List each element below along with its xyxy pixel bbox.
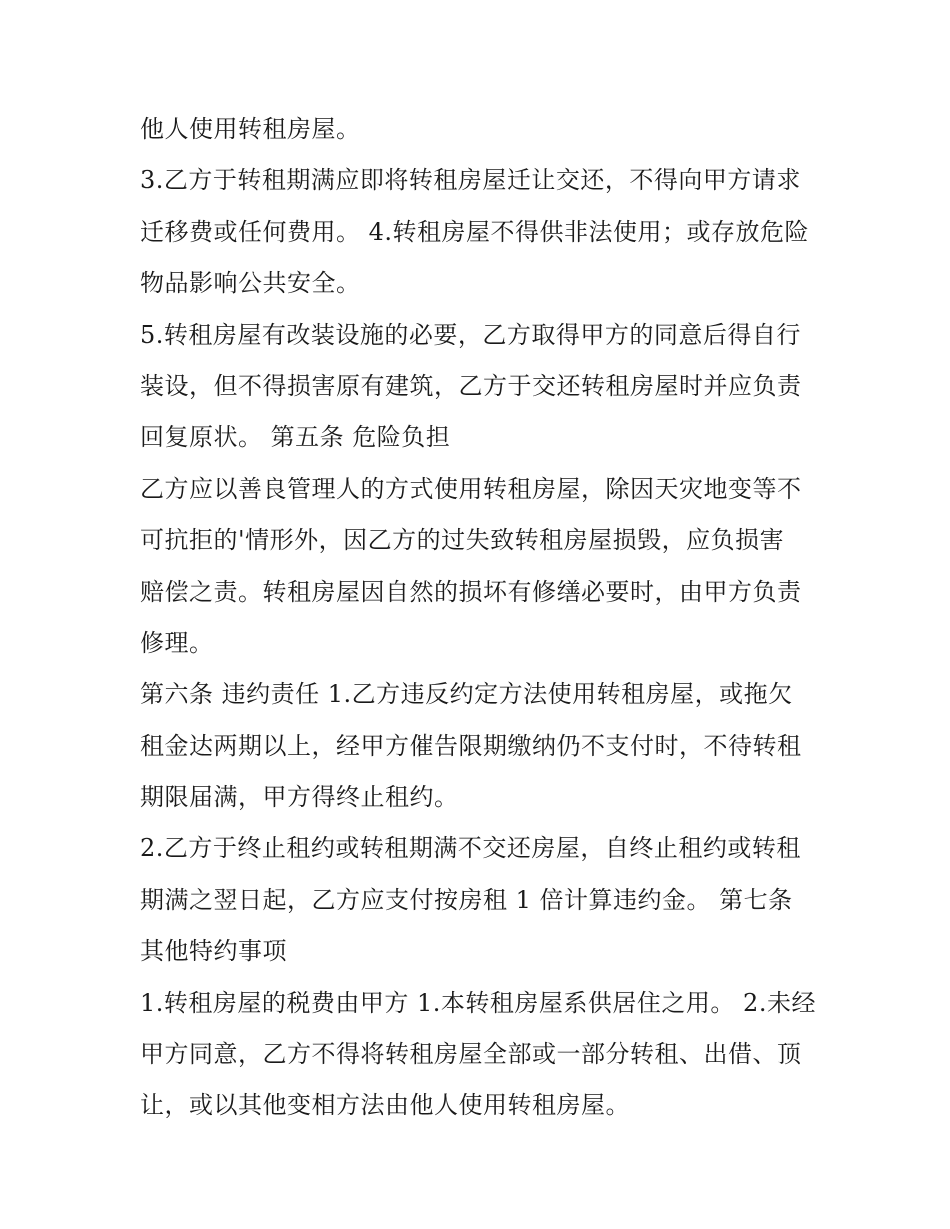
text-line: 期限届满，甲方得终止租约。 xyxy=(140,783,459,812)
text-line: 迁移费或任何费用。 4.转租房屋不得供非法使用；或存放危险 xyxy=(140,217,810,246)
document-body xyxy=(140,104,830,1132)
text-line: 物品影响公共安全。 xyxy=(140,269,361,298)
text-line: 2.乙方于终止租约或转租期满不交还房屋，自终止租约或转租 xyxy=(140,834,801,863)
text-line: 其他特约事项 xyxy=(140,937,287,966)
text-line: 期满之翌日起，乙方应支付按房租 1 倍计算违约金。 第七条 xyxy=(140,885,793,914)
text-line: 装设，但不得损害原有建筑，乙方于交还转租房屋时并应负责 xyxy=(140,371,802,400)
text-line: 回复原状。 第五条 危险负担 xyxy=(140,423,451,452)
text-line: 3.乙方于转租期满应即将转租房屋迁让交还，不得向甲方请求 xyxy=(140,166,801,195)
text-line: 第六条 违约责任 1.乙方违反约定方法使用转租房屋，或拖欠 xyxy=(140,680,793,709)
text-line: 5.转租房屋有改装设施的必要，乙方取得甲方的同意后得自行 xyxy=(140,320,801,349)
text-line: 让，或以其他变相方法由他人使用转租房屋。 xyxy=(140,1091,630,1120)
text-line: 1.转租房屋的税费由甲方 1.本转租房屋系供居住之用。 2.未经 xyxy=(140,988,816,1017)
text-line: 修理。 xyxy=(140,628,214,657)
text-line: 乙方应以善良管理人的方式使用转租房屋，除因天灾地变等不 xyxy=(140,474,802,503)
text-line: 甲方同意，乙方不得将转租房屋全部或一部分转租、出借、顶 xyxy=(140,1040,802,1069)
text-line: 租金达两期以上，经甲方催告限期缴纳仍不支付时，不待转租 xyxy=(140,731,802,760)
text-line: 他人使用转租房屋。 xyxy=(140,115,361,143)
text-line: 赔偿之责。转租房屋因自然的损坏有修缮必要时，由甲方负责 xyxy=(140,577,802,606)
text-line: 可抗拒的'情形外，因乙方的过失致转租房屋损毁，应负损害 xyxy=(140,526,785,555)
